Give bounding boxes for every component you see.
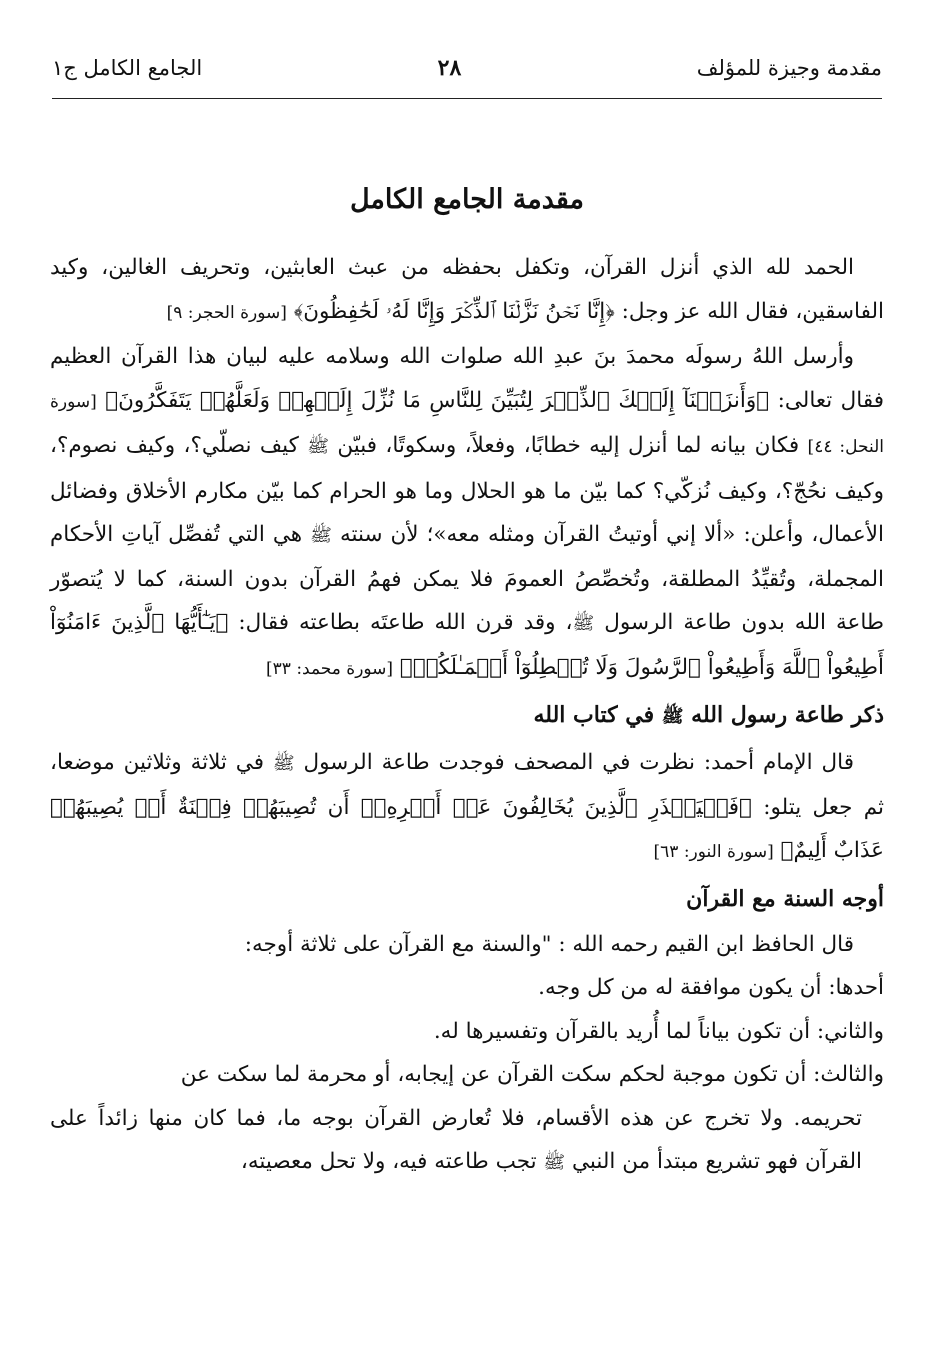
salutation-glyph: ﷺ xyxy=(572,613,595,634)
quran-verse-3: ﴿يَـٰٓأَيُّهَا ٱلَّذِينَ ءَامَنُوٓاْ أَطِيعُواْ ٱللَّهَ وَأَطِيعُواْ ٱلرَّسُولَ وَلَا تُبۡطِلُوٓاْ أَعۡمَـٰلَكُمۡ﴾ xyxy=(50,610,884,680)
section-heading-obedience-a: ذكر طاعة رسول الله xyxy=(683,702,884,728)
paragraph-2 xyxy=(50,335,884,691)
paragraph-2-text-4: هي التي تُفصِّل آياتِ الأحكام المجملة، وتُقيِّدُ المطلقة، وتُخصِّصُ العمومَ فلا يمكن فهمُ القرآن بدون السنة، كما لا يُتصوّر طاعة الله بدون طاعة الرسول xyxy=(50,522,884,635)
salutation-glyph: ﷺ xyxy=(307,436,330,457)
page-number: ٢٨ xyxy=(437,55,462,81)
aspect-third-text-b: تحريمه. ولا تخرج عن هذه الأقسام، فلا تُعارض القرآن بوجه ما، فما كان منها زائداً على القرآن فهو تشريع مبتدأ من النبي xyxy=(50,1105,862,1174)
surah-reference-3: [سورة محمد: ٣٣] xyxy=(266,658,394,679)
paragraph-2-text-5: ، وقد قرن الله طاعتَه بطاعته فقال: xyxy=(228,610,573,635)
paragraph-3 xyxy=(50,741,884,875)
salutation-glyph: ﷺ xyxy=(310,525,332,546)
paragraph-2-text-1: وأرسل اللهُ رسولَه محمدَ بنَ عبدِ الله صلوات الله وسلامه عليه لبيان هذا القرآن العظيم فقال تعالى: xyxy=(50,344,884,413)
paragraph-3-text-1: قال الإمام أحمد: نظرت في المصحف فوجدت طاعة الرسول xyxy=(294,750,854,775)
salutation-glyph: ﷺ xyxy=(543,1152,566,1173)
page-title: مقدمة الجامع الكامل xyxy=(349,184,585,215)
aspect-first: أحدها: أن يكون موافقة له من كل وجه. xyxy=(538,975,884,1000)
paragraph-2-text-3: كيف نصلّي؟، وكيف نصوم؟، وكيف نحُجّ؟، وكيف نُزكّي؟ كما بيّن ما هو الحلال وما هو الحرام كما بيّن مكارم الأخلاق وفضائل الأعمال، وأعلن: «ألا إني أوتيتُ القرآن ومثله معه»؛ لأن سنته xyxy=(50,433,884,547)
quran-verse-2: ﴿وَأَنزَلۡنَآ إِلَيۡكَ ٱلذِّكۡرَ لِتُبَيِّنَ لِلنَّاسِ مَا نُزِّلَ إِلَيۡهِمۡ وَلَعَلَّهُمۡ يَتَفَكَّرُونَ﴾ xyxy=(105,387,770,413)
aspect-third-continuation xyxy=(50,1097,884,1185)
aspect-third-text-c: تجب طاعته فيه، ولا تحل معصيته، xyxy=(240,1149,544,1174)
quran-verse-1: ﴿إِنَّا نَحۡنُ نَزَّلۡنَا ٱلذِّكۡرَ وَإِنَّا لَهُۥ لَحَٰفِظُونَ﴾ xyxy=(293,298,615,324)
header-rule xyxy=(52,98,882,99)
aspect-third-line-1: والثالث: أن تكون موجبة لحكم سكت القرآن عن إيجابه، أو محرمة لما سكت عن xyxy=(180,1062,884,1087)
section-heading-obedience-b: في كتاب الله xyxy=(533,702,662,728)
quran-verse-4: ﴿فَلۡيَحۡذَرِ ٱلَّذِينَ يُخَالِفُونَ عَنۡ أَمۡرِهِۦٓ أَن تُصِيبَهُمۡ فِتۡنَةٌ أَوۡ يُصِيبَهُمۡ عَذَابٌ أَلِيمٌ﴾ xyxy=(50,794,884,863)
paragraph-ibn-qayyim-intro: قال الحافظ ابن القيم رحمه الله : "والسنة مع القرآن على ثلاثة أوجه: xyxy=(244,931,854,957)
page-body xyxy=(50,180,884,1185)
salutation-glyph: ﷺ xyxy=(272,753,295,774)
paragraph-2-text-2: فكان بيانه لما أنزل إليه خطابًا، وفعلاً، وسكوتًا، فبيّن xyxy=(329,433,808,458)
section-heading-aspects: أوجه السنة مع القرآن xyxy=(686,885,884,912)
surah-reference-4: [سورة النور: ٦٣] xyxy=(653,842,774,862)
surah-reference-2: [سورة النحل: ٤٤] xyxy=(50,391,885,457)
header-right-title: مقدمة وجيزة للمؤلف xyxy=(696,56,882,80)
running-header xyxy=(52,48,882,88)
paragraph-3-text-2: في ثلاثة وثلاثين موضعا، ثم جعل يتلو: xyxy=(50,750,884,820)
salutation-glyph: ﷺ xyxy=(661,706,684,727)
paragraph-1-text: الحمد لله الذي أنزل القرآن، وتكفل بحفظه من عبث العابثين، وتحريف الغالين، وكيد الفاسقين، فقال الله عز وجل: xyxy=(50,255,884,324)
section-heading-obedience xyxy=(50,693,884,739)
header-left-title: الجامع الكامل ج١ xyxy=(52,56,203,80)
aspect-second: والثاني: أن تكون بياناً لما أُريد بالقرآن وتفسيرها له. xyxy=(433,1018,884,1044)
surah-reference-1: [سورة الحجر: ٩] xyxy=(166,302,287,323)
paragraph-1 xyxy=(50,246,884,335)
